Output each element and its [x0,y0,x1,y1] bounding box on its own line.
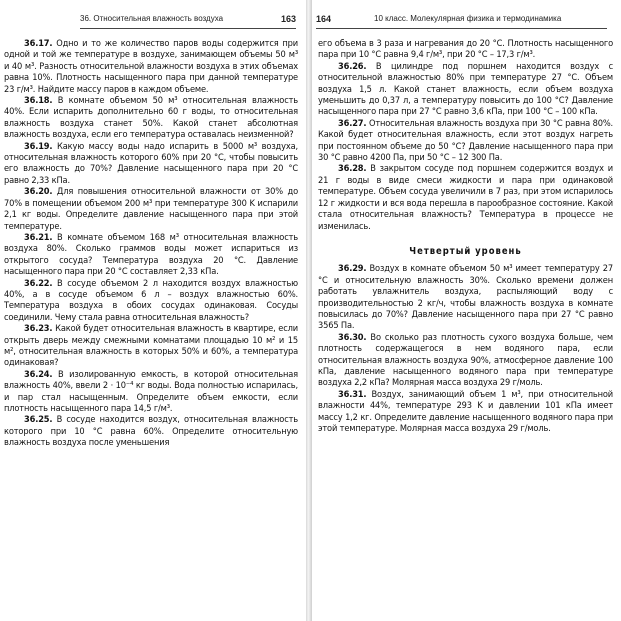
problem-36-26: 36.26. В цилиндре под поршнем находится воздух с относительной влажностью 80% при температуре 27 °С. Объем воздуха 1,5 л. Какой станет влажность, если объем воздуха уменьшить до 0,37 л, а температуру повысить до 100 °С? Давление насыщенного пара при 27 °С равно 3,6 кПа, при 100 °С – 100 кПа. [318,60,613,118]
right-page-text [318,38,613,434]
problem-36-18: 36.18. В комнате объемом 50 м³ относительная влажность 40%. Если испарить дополнительно 60 г воды, то относительная влажность воздуха станет 50%. Какой станет абсолютная влажность воздуха, если его температура оставалась неизменной? [4,95,298,141]
left-page-text [4,38,298,449]
left-header-title: 36. Относительная влажность воздуха [80,14,224,23]
right-page-number: 164 [316,14,332,24]
problem-36-19: 36.19. Какую массу воды надо испарить в 5000 м³ воздуха, относительная влажность которого 60% при 20 °С, чтобы повысить его влажность до 70%? Давление насыщенного пара при 20 °С равно 2,33 кПа. [4,140,298,186]
problem-36-28: 36.28. В закрытом сосуде под поршнем содержится воздух и 21 г воды в виде смеси жидкости и пара при одинаковой температуре. Объем сосуда увеличили в 7 раз, при этом испарилось 12 г жидкости и вся вода перешла в парообразное состояние. Какой стала относительная влажность? Температура в процессе не изменилась. [318,163,613,232]
right-page-header [316,10,607,29]
problem-36-30: 36.30. Во сколько раз плотность сухого воздуха больше, чем плотность содержащегося в нем водяного пара, если относительная влажность воздуха 90%, атмосферное давление 100 кПа, давление насыщенного водяного пара при температуре воздуха 2,2 кПа? Молярная масса воздуха 29 г/моль. [318,331,613,389]
left-page-number: 163 [280,14,296,24]
right-page [312,0,621,621]
problem-36-25-continuation: его объема в 3 раза и нагревания до 20 °С. Плотность насыщенного пара при 10 °С равна 9,4 г/м³, при 20 °С – 17,3 г/м³. [318,38,613,61]
problem-36-17: 36.17. Одно и то же количество паров воды содержится при одной и той же температуре в воздухе, занимающем объемы 50 м³ и 40 м³. Разность относительной влажности воздуха в этих объемах равна 10%. Плотность насыщенного пара при данной температуре 23 г/м³. Найдите массу паров в каждом объеме. [4,38,298,95]
problem-36-20: 36.20. Для повышения относительной влажности от 30% до 70% в помещении объемом 200 м³ при температуре 300 K испарили 2,1 кг воды. Определите давление насыщенного пара при этой температуре. [4,186,298,232]
left-page-header [80,10,296,29]
problem-36-31: 36.31. Воздух, занимающий объем 1 м³, при относительной влажности 44%, температуре 293 K и давлении 101 кПа имеет массу 1,2 кг. Определите давление насыщенного водяного пара при этой температуре. Молярная масса воздуха 29 г/моль. [318,388,613,434]
problem-36-29: 36.29. Воздух в комнате объемом 50 м³ имеет температуру 27 °С и относительную влажность 30%. Сколько времени должен работать увлажнитель воздуха, распыляющий воду с производительностью 2 кг/ч, чтобы влажность воздуха в комнате повысилась до 70%? Давление насыщенного пара при 27 °С равно 3565 Па. [318,263,613,332]
problem-36-22: 36.22. В сосуде объемом 2 л находится воздух влажностью 40%, а в сосуде объемом 6 л – воздух влажностью 60%. Температура воздуха в обоих сосудах одинаковая. Сосуды соединили. Чему стала равна относительная влажность? [4,277,298,323]
problem-36-25: 36.25. В сосуде находится воздух, относительная влажность которого при 10 °С равна 60%. Определите относительную влажность воздуха после уменьшения [4,414,298,449]
level-heading: Четвертый уровень [409,245,522,257]
problem-36-21: 36.21. В комнате объемом 168 м³ относительная влажность воздуха 80%. Сколько граммов воды может испариться из открытого сосуда? Температура воздуха 20 °С. Давление насыщенного пара при 20 °С составляет 2,33 кПа. [4,231,298,278]
problem-36-24: 36.24. В изолированную емкость, в которой относительная влажность 40%, ввели 2 · 10⁻⁴ кг воды. Вода полностью испарилась, и пар стал насыщенным. Определите объем емкости, если плотность насыщенного пара 14,5 г/м³. [4,368,298,414]
right-header-title: 10 класс. Молекулярная физика и термодинамика [374,14,562,23]
left-page [0,0,308,621]
problem-36-27: 36.27. Относительная влажность воздуха при 30 °С равна 80%. Какой будет относительная влажность, если этот воздух нагреть при постоянном объеме до 50 °С? Давление насыщенного пара при 30 °С равно 4200 Па, при 50 °С – 12 300 Па. [318,117,613,164]
problem-36-23: 36.23. Какой будет относительная влажность в квартире, если открыть дверь между смежными комнатами площадью 10 м² и 15 м², относительная влажность в которых 50% и 60%, а температура одинаковая? [4,323,298,369]
